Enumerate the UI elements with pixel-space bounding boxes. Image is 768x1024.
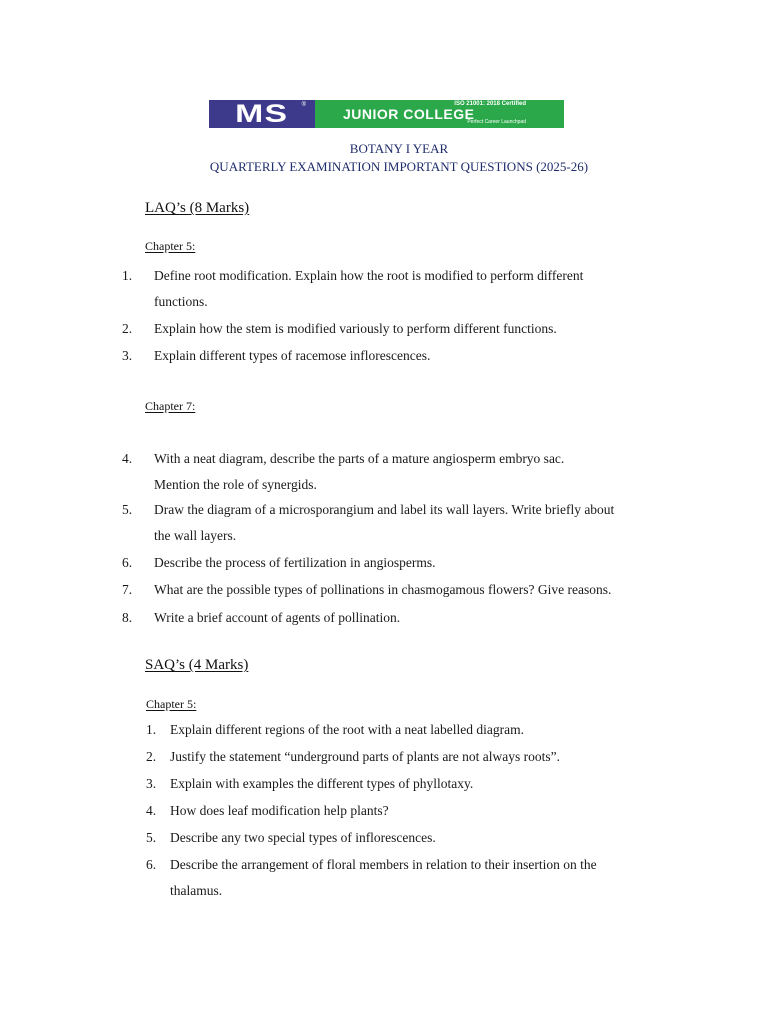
question-text [154, 263, 694, 315]
question-line: the wall layers. [154, 528, 237, 543]
logo-brand-text: MS [235, 100, 289, 128]
question-number: 5. [122, 502, 133, 517]
question-text: Write a brief account of agents of pollination. [154, 610, 401, 625]
question-line: Draw the diagram of a microsporangium and label its wall layers. Write briefly about [154, 502, 615, 517]
document-subtitle: QUARTERLY EXAMINATION IMPORTANT QUESTIONS (2025-26) [209, 159, 589, 174]
question-number: 2. [146, 749, 157, 764]
question-text: Explain how the stem is modified variously to perform different functions. [154, 321, 557, 336]
question-text [170, 852, 670, 904]
logo-college-name: JUNIOR COLLEGE [343, 106, 475, 122]
question-number: 8. [122, 610, 133, 625]
question-number: 6. [146, 857, 157, 872]
question-number: 5. [146, 830, 157, 845]
question-number: 7. [122, 582, 133, 597]
question-line: functions. [154, 294, 208, 309]
question-line: With a neat diagram, describe the parts of a mature angiosperm embryo sac. [154, 451, 565, 466]
question-text: Justify the statement “underground parts of plants are not always roots”. [170, 749, 561, 764]
question-number: 1. [122, 268, 133, 283]
saq-chapter5-label: Chapter 5: [146, 697, 197, 711]
question-number: 4. [146, 803, 157, 818]
question-line: Define root modification. Explain how the root is modified to perform different [154, 268, 584, 283]
question-number: 3. [122, 348, 133, 363]
saq-heading: SAQ’s (4 Marks) [145, 657, 249, 673]
question-text: Explain with examples the different types of phyllotaxy. [170, 776, 474, 791]
question-text: How does leaf modification help plants? [170, 803, 389, 818]
question-line: Describe the arrangement of floral members in relation to their insertion on the [170, 857, 597, 872]
question-line: Mention the role of synergids. [154, 477, 317, 492]
logo-tagline: Perfect Career Launchpad [467, 119, 526, 125]
question-text: Explain different regions of the root with a neat labelled diagram. [170, 722, 525, 737]
question-text [154, 446, 674, 498]
laq-chapter7-label: Chapter 7: [145, 399, 196, 413]
question-number: 1. [146, 722, 157, 737]
college-logo-banner [209, 100, 564, 128]
document-title: BOTANY I YEAR [349, 141, 449, 156]
question-text: Describe any two special types of inflorescences. [170, 830, 436, 845]
question-text [154, 497, 694, 549]
laq-heading: LAQ’s (8 Marks) [145, 200, 250, 216]
logo-name-block [315, 100, 564, 128]
laq-chapter5-label: Chapter 5: [145, 239, 196, 253]
question-number: 6. [122, 555, 133, 570]
question-text: Describe the process of fertilization in angiosperms. [154, 555, 436, 570]
logo-certification: ISO 21001: 2018 Certified [454, 101, 526, 107]
logo-registered-mark: ® [301, 102, 306, 108]
question-number: 3. [146, 776, 157, 791]
question-text: Explain different types of racemose inflorescences. [154, 348, 431, 363]
question-text: What are the possible types of pollinations in chasmogamous flowers? Give reasons. [154, 582, 612, 597]
question-number: 4. [122, 451, 133, 466]
logo-brand-block [209, 100, 315, 128]
question-number: 2. [122, 321, 133, 336]
question-line: thalamus. [170, 883, 223, 898]
